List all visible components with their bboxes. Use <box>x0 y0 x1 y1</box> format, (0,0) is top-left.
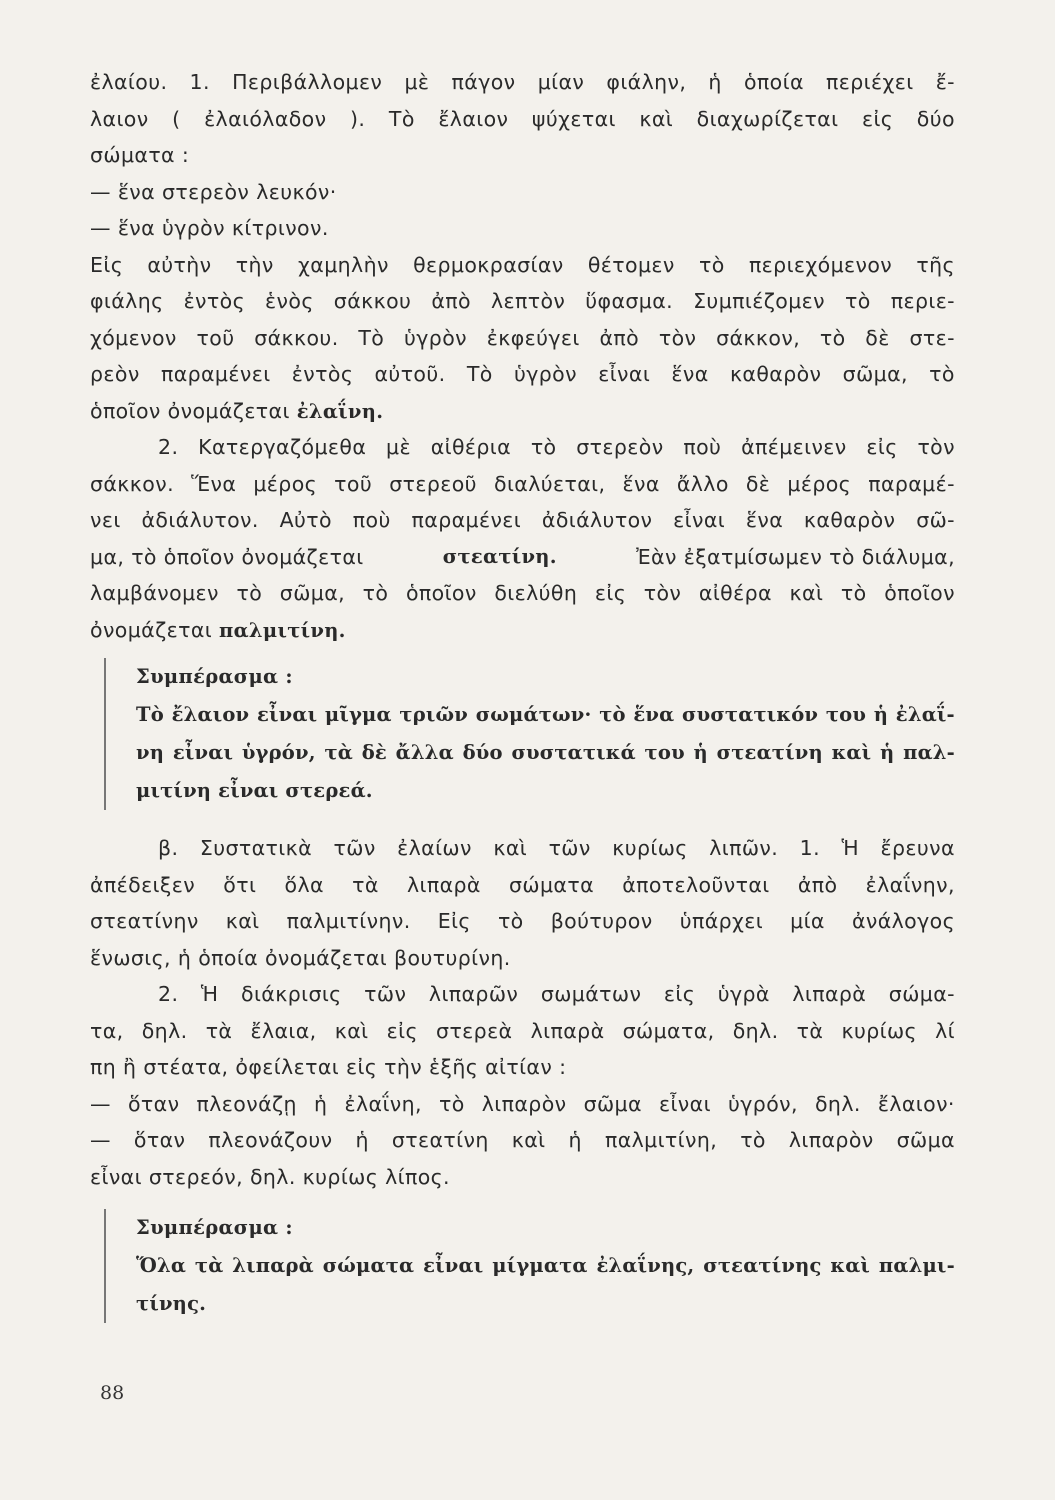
word: ἕνα <box>745 508 784 532</box>
word: καὶ <box>334 1018 369 1043</box>
word: εἶναι <box>673 508 726 532</box>
word: χόμενον <box>90 325 177 350</box>
word: νη <box>136 741 165 764</box>
word: δύο <box>462 741 503 764</box>
word: — <box>90 1128 111 1152</box>
word: τὰ <box>352 872 379 897</box>
word: ἄλλο <box>676 471 729 496</box>
word: συστατικόν <box>682 703 819 726</box>
word: εἰς <box>594 581 627 605</box>
word: Τὸ <box>358 325 385 350</box>
word: ὁποῖον <box>405 581 477 605</box>
word: 2. <box>158 982 179 1006</box>
text-line <box>90 1013 955 1050</box>
word: ἔλαια, <box>250 1018 317 1043</box>
term-stearine: στεατίνη. <box>442 544 557 568</box>
word: φιάλην, <box>606 70 687 94</box>
word: διελύθη <box>494 581 578 605</box>
word: σώματα, <box>622 1018 715 1043</box>
word: παλμιτίνη, <box>604 1128 718 1152</box>
word: μὲ <box>404 70 430 94</box>
word: ἡ <box>355 1128 369 1152</box>
word: δὲ <box>361 741 387 764</box>
section-heading-line <box>90 830 955 867</box>
word: Τὸ <box>136 703 164 726</box>
word: του <box>644 741 685 764</box>
word: λιπαρὰ <box>792 982 867 1006</box>
word: στερεὰ <box>436 1018 513 1043</box>
word: στεατίνης <box>703 1254 822 1277</box>
word: εἰς <box>861 106 894 131</box>
word: Τὸ <box>466 362 493 386</box>
word: — <box>90 1091 111 1116</box>
word: μία <box>790 909 825 933</box>
word: σῶμα, <box>842 362 908 386</box>
word: καὶ <box>225 909 260 933</box>
word: ). <box>350 106 366 131</box>
word: Εἰς <box>90 252 124 277</box>
word: σώματα <box>322 1254 415 1277</box>
conclusion-heading: Συμπέρασμα : <box>136 1216 293 1239</box>
word: ἡ <box>708 70 722 94</box>
text-line: — ἕνα ὑγρὸν κίτρινον. <box>90 216 329 240</box>
word: σωμάτων· <box>475 703 592 726</box>
conclusion-line: μιτίνη εἶναι στερεά. <box>136 779 373 802</box>
word: ὁποῖον <box>884 581 955 605</box>
word: στερεοῦ <box>389 471 477 496</box>
word: σώμα- <box>888 982 955 1006</box>
text-line <box>90 1086 955 1123</box>
conclusion-line <box>136 696 955 734</box>
word: διαλύεται, <box>494 471 606 496</box>
word: ἐλαίων <box>397 836 472 860</box>
word: πλεονάζουν <box>208 1128 333 1152</box>
word: καὶ <box>511 1128 546 1152</box>
word: λιπαρὰ <box>530 1018 605 1043</box>
word: ἔ- <box>935 70 955 94</box>
word: σώματα <box>509 872 594 897</box>
word: τὸ <box>840 581 867 605</box>
word: καὶ <box>831 741 872 764</box>
word: ὑγρὸν <box>403 325 467 350</box>
word: ἐλαιόλαδον <box>204 106 327 131</box>
word: κυρίως <box>841 1018 917 1043</box>
word: τὸν <box>658 325 697 350</box>
word: θέτομεν <box>587 252 675 277</box>
word: Αὐτὸ <box>279 508 332 532</box>
word: ἐκφεύγει <box>486 325 580 350</box>
word: σάκκον, <box>716 325 801 350</box>
word: σῶμα <box>896 1128 955 1152</box>
text-line <box>90 64 955 101</box>
word: σῶμα, <box>279 581 346 605</box>
word: ἐλαΐ- <box>895 703 955 726</box>
word: εἶναι <box>256 703 318 726</box>
word: ἐντὸς <box>291 362 354 386</box>
word: Ἡ <box>841 836 860 860</box>
word: ὑγρόν, <box>241 741 316 764</box>
page-number: 88 <box>100 1382 125 1404</box>
word: 1. <box>189 70 210 94</box>
text-line <box>90 867 955 904</box>
word: μὲ <box>386 435 411 459</box>
conclusion-heading: Συμπέρασμα : <box>136 665 293 688</box>
text-span: ὀνομάζεται <box>90 617 213 642</box>
text-line <box>90 976 955 1013</box>
word: ἀδιάλυτον. <box>141 508 259 532</box>
text-line <box>90 612 955 649</box>
word: δὲ <box>865 325 890 350</box>
word: ὑγρόν, <box>727 1091 798 1116</box>
word: τὸ <box>599 703 626 726</box>
text-line: — ἕνα στερεὸν λευκόν· <box>90 179 337 204</box>
word: νει <box>90 508 121 532</box>
word: ὕφασμα. <box>585 289 674 313</box>
word: δηλ. <box>141 1018 188 1043</box>
word: Περιβάλλομεν <box>232 70 383 94</box>
word: τὰ <box>324 741 353 764</box>
word: καὶ <box>830 1254 871 1277</box>
word: Συστατικὰ <box>199 836 313 860</box>
word: παραμένει <box>160 362 271 386</box>
word: τοῦ <box>196 325 235 350</box>
word: αἰθέρια <box>430 435 512 459</box>
word: εἰς <box>866 435 898 459</box>
word: τοῦ <box>334 471 373 496</box>
word: μίγματα <box>492 1254 588 1277</box>
word: ὅτι <box>223 872 257 897</box>
word: παλ- <box>903 741 955 764</box>
word: τὸ <box>530 435 557 459</box>
text-line <box>90 466 955 503</box>
word: τὸ <box>819 325 846 350</box>
word: ἄλλα <box>395 741 454 764</box>
word: αἰθέρα <box>698 581 772 605</box>
word: εἶναι <box>172 741 234 764</box>
word: ἕνα <box>622 471 660 496</box>
word: Τὸ <box>388 106 415 131</box>
word: καὶ <box>639 106 674 131</box>
word: σάκκου. <box>254 325 339 350</box>
word: τὸ <box>929 362 955 386</box>
word: Κατεργαζόμεθα <box>198 435 367 459</box>
word: Εἰς <box>437 909 471 933</box>
word: εἰς <box>663 982 696 1006</box>
text-line <box>90 1122 955 1159</box>
word: ἕνα <box>633 703 675 726</box>
word: ἀπὸ <box>797 872 838 897</box>
text-span: μα, τὸ ὁποῖον ὀνομάζεται <box>90 544 364 569</box>
word: δηλ. <box>732 1018 779 1043</box>
word: παραμέ- <box>868 471 955 496</box>
word: ἐντὸς <box>183 289 246 313</box>
word: στεατίνη <box>716 741 823 764</box>
text-line <box>90 356 955 393</box>
word: ἡ <box>873 703 889 726</box>
word: ἡ <box>314 1091 328 1116</box>
word: ὅλα <box>284 872 324 897</box>
text-span: Ἐὰν ἐξατμίσωμεν τὸ διάλυμα, <box>636 544 955 569</box>
word: εἶναι <box>598 362 651 386</box>
term-palmitine: παλμιτίνη. <box>219 618 346 642</box>
word: περιέχει <box>826 70 914 94</box>
word: ἔλαιον <box>171 703 250 726</box>
word: ἀπὸ <box>599 325 640 350</box>
word: ὑγρὰ <box>717 982 770 1006</box>
word: στεατίνη <box>391 1128 489 1152</box>
word: τὴν <box>235 252 274 277</box>
word: τῶν <box>364 982 407 1006</box>
page-body <box>90 64 955 1323</box>
text-line: σώματα : <box>90 143 190 167</box>
conclusion-box <box>104 1209 955 1323</box>
word: Ὅλα <box>136 1254 187 1277</box>
word: σῶ- <box>916 508 955 532</box>
word: καθαρὸν <box>803 508 896 532</box>
text-line <box>90 320 955 357</box>
word: ρεὸν <box>90 362 140 386</box>
word: τὸ <box>497 909 524 933</box>
word: φιάλης <box>90 289 164 313</box>
word: τῶν <box>333 836 376 860</box>
word: εἶναι <box>423 1254 484 1277</box>
word: μίαν <box>537 70 585 94</box>
word: τα, <box>90 1018 124 1043</box>
word: ἑνὸς <box>265 289 314 313</box>
word: ἡ <box>879 741 895 764</box>
word: τὸ <box>740 1128 766 1152</box>
word: ἀπὸ <box>431 289 471 313</box>
word: Ἡ <box>200 982 219 1006</box>
word: αὐτοῦ. <box>374 362 446 386</box>
word: στερεὸν <box>576 435 664 459</box>
word: ὅταν <box>133 1128 186 1152</box>
word: λιπαρὸν <box>788 1128 874 1152</box>
word: διαχωρίζεται <box>696 106 839 131</box>
word: ἔρευνα <box>880 836 955 860</box>
text-line: εἶναι στερεόν, δηλ. κυρίως λίπος. <box>90 1164 450 1189</box>
text-line <box>90 283 955 320</box>
word: λαμβάνομεν <box>90 581 219 605</box>
word: δηλ. <box>814 1091 861 1116</box>
word: σάκκον. <box>90 471 174 496</box>
word: λαιον <box>90 106 149 131</box>
text-line <box>90 393 955 430</box>
word: τριῶν <box>399 703 469 726</box>
word: τὸν <box>917 435 955 459</box>
word: θερμοκρασίαν <box>413 252 564 277</box>
text-line <box>90 101 955 138</box>
word: μέρος <box>253 471 318 496</box>
word: πλεονάζῃ <box>196 1091 297 1116</box>
word: χαμηλὴν <box>298 252 389 277</box>
word: ἐλαΐνη, <box>344 1091 422 1116</box>
word: αὐτὴν <box>147 252 212 277</box>
word: λιπαρὰ <box>406 872 481 897</box>
conclusion-box <box>104 658 955 810</box>
word: εἰς <box>386 1018 418 1043</box>
word: ἔλαιον· <box>877 1091 955 1116</box>
word: τὰ <box>205 1018 233 1043</box>
word: τὸ <box>362 581 389 605</box>
word: τὸ <box>439 1091 465 1116</box>
word: παλμι- <box>878 1254 955 1277</box>
word: ὑπάρχει <box>679 909 764 933</box>
word: ἐλαΐνης, <box>596 1254 695 1277</box>
word: ὅταν <box>127 1091 180 1116</box>
word: λιπῶν. <box>709 836 779 860</box>
conclusion-line: τίνης. <box>136 1292 207 1315</box>
text-line <box>90 903 955 940</box>
word: στε- <box>909 325 955 350</box>
word: σωμάτων <box>540 982 642 1006</box>
word: λιπαρῶν <box>428 982 519 1006</box>
word: παραμένει <box>411 508 522 532</box>
word: τῶν <box>548 836 591 860</box>
word: β. <box>158 836 179 860</box>
text-line <box>90 429 955 466</box>
word: σῶμα <box>583 1091 642 1116</box>
word: λιπαρὸν <box>481 1091 567 1116</box>
word: τὸ <box>845 289 871 313</box>
word: κυρίως <box>612 836 688 860</box>
word: ἀπέμεινεν <box>741 435 847 459</box>
word: Συμπιέζομεν <box>693 289 825 313</box>
word: λεπτὸν <box>490 289 566 313</box>
word: δὲ <box>745 471 771 496</box>
word: πάγον <box>451 70 516 94</box>
word: μῖγμα <box>324 703 392 726</box>
text-line <box>90 575 955 612</box>
word: καὶ <box>493 836 528 860</box>
text-line: πη ἢ στέατα, ὀφείλεται εἰς τὴν ἑξῆς αἰτίαν : <box>90 1055 567 1079</box>
word: ὑγρὸν <box>513 362 577 386</box>
word: τὸν <box>643 581 682 605</box>
word: λιπαρὰ <box>232 1254 314 1277</box>
conclusion-line <box>136 734 955 772</box>
word: του <box>825 703 867 726</box>
word: μέρος <box>787 471 852 496</box>
word: τὰ <box>796 1018 824 1043</box>
word: βούτυρον <box>550 909 653 933</box>
word: ἡ <box>693 741 708 764</box>
word: ποὺ <box>352 508 391 532</box>
word: περιεχόμενον <box>748 252 893 277</box>
word: τὰ <box>194 1254 224 1277</box>
conclusion-line <box>136 1247 955 1285</box>
word: ( <box>172 106 181 131</box>
word: ὁποία <box>743 70 804 94</box>
word: λί <box>935 1018 955 1043</box>
text-line <box>90 502 955 539</box>
word: τὸ <box>699 252 725 277</box>
text-line <box>90 247 955 284</box>
word: ψύχεται <box>531 106 616 131</box>
word: ἐλαίου. <box>90 70 168 94</box>
word: 1. <box>799 836 820 860</box>
word: δύο <box>916 106 955 131</box>
word: ἐλαΐνην, <box>865 872 955 897</box>
word: σάκκου <box>333 289 412 313</box>
word: συστατικά <box>511 741 636 764</box>
word: ἔλαιον <box>438 106 509 131</box>
word: παλμιτίνην. <box>286 909 411 933</box>
word: τῆς <box>916 252 955 277</box>
word: ποὺ <box>683 435 722 459</box>
word: ἀνάλογος <box>851 909 955 933</box>
text-line <box>90 539 955 576</box>
word: καὶ <box>789 581 824 605</box>
word: ἀποτελοῦνται <box>622 872 770 897</box>
word: ἕνα <box>671 362 709 386</box>
text-span: ὁποῖον ὀνομάζεται <box>90 398 290 423</box>
text-line: ἕνωσις, ἡ ὁποία ὀνομάζεται βουτυρίνη. <box>90 945 511 970</box>
word: 2. <box>158 435 179 459</box>
word: εἶναι <box>658 1091 711 1116</box>
word: διάκρισις <box>241 982 342 1006</box>
word: ἀπέδειξεν <box>90 872 196 897</box>
word: στεατίνην <box>90 909 199 933</box>
word: περιε- <box>890 289 955 313</box>
spacer <box>90 810 955 830</box>
word: ἀδιάλυτον <box>541 508 653 532</box>
word: Ἕνα <box>191 471 237 496</box>
word: καθαρὸν <box>729 362 822 386</box>
word: τὸ <box>236 581 263 605</box>
term-elaine: ἐλαΐνη. <box>296 399 384 423</box>
word: ἡ <box>568 1128 582 1152</box>
